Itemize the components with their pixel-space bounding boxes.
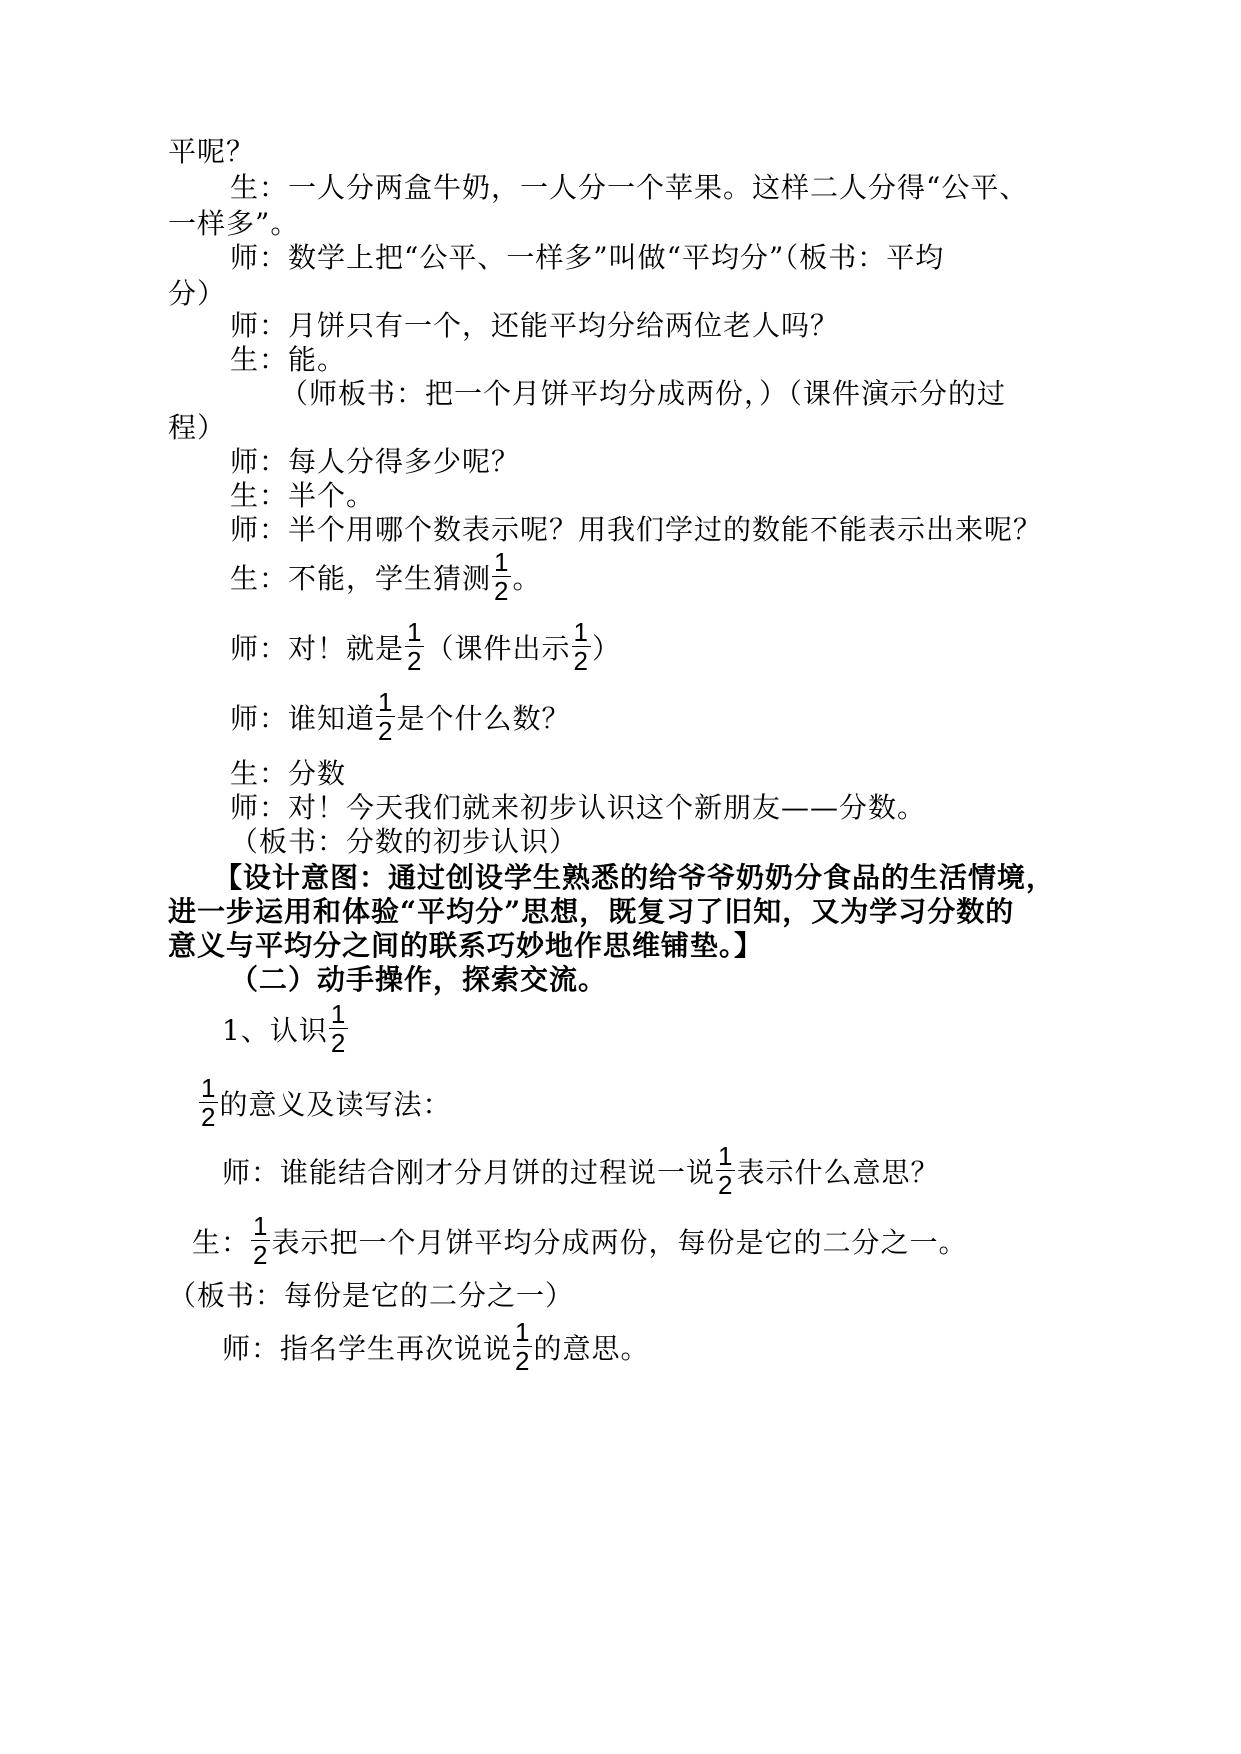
fraction-denominator: 2 [407,646,423,676]
text-line: 分） [168,277,227,310]
fraction-denominator: 2 [494,576,510,606]
fraction-line [222,1142,940,1202]
text-segment: 师：谁知道 [230,701,376,735]
fraction-denominator: 2 [201,1102,217,1132]
text-line: 程） [168,411,227,444]
fraction-one-half [199,1074,218,1131]
fraction-one-half [376,688,395,745]
text-line: （板书：每份是它的二分之一） [168,1279,575,1312]
design-intent-line: 意义与平均分之间的联系巧妙地作思维铺垫。】 [168,929,764,962]
fraction-numerator: 1 [718,1141,734,1171]
text-segment: 师：对！就是 [230,631,405,665]
text-line: 一样多”。 [168,207,300,240]
text-line: 生：能。 [230,343,347,376]
fraction-numerator: 1 [573,617,589,647]
fraction-line [198,1074,451,1134]
fraction-denominator: 2 [330,1028,347,1058]
text-line: （师板书：把一个月饼平均分成两份，）（课件演示分的过 [280,377,1007,410]
fraction-denominator: 2 [378,716,394,746]
text-segment: （课件出示 [425,631,571,665]
text-segment: 。 [512,561,542,595]
text-line: 平呢？ [168,135,256,168]
fraction-line [230,618,621,678]
fraction-one-half [405,618,424,675]
fraction-one-half [716,1142,735,1199]
design-intent-line: 进一步运用和体验“平均分”思想，既复习了旧知，又为学习分数的 [168,895,1015,928]
fraction-numerator: 1 [253,1211,269,1241]
text-line: 生：半个。 [230,479,376,512]
text-line: 师：半个用哪个数表示呢？用我们学过的数能不能表示出来呢？ [230,513,1043,546]
text-segment: 师：指名学生再次说说 [222,1331,513,1365]
text-segment: 的意义及读写法： [219,1087,452,1121]
section-heading: （二）动手操作，探索交流。 [230,963,608,996]
fraction-numerator: 1 [407,617,423,647]
fraction-line [222,1318,650,1378]
fraction-denominator: 2 [718,1170,734,1200]
fraction-denominator: 2 [573,646,589,676]
text-line: 师：对！今天我们就来初步认识这个新朋友——分数。 [230,791,927,824]
text-segment: 1、认识 [222,1013,328,1047]
text-segment: 是个什么数？ [396,701,571,735]
fraction-denominator: 2 [515,1346,531,1376]
fraction-numerator: 1 [494,547,510,577]
fraction-denominator: 2 [253,1240,269,1270]
text-segment: 表示什么意思？ [736,1155,940,1189]
fraction-one-half [572,618,591,675]
fraction-line [230,548,542,608]
text-line: 师：每人分得多少呢？ [230,445,521,478]
text-segment: 的意思。 [533,1331,650,1365]
text-segment: ） [591,631,621,665]
fraction-one-half [251,1212,270,1269]
fraction-one-half [329,1000,348,1057]
text-line: 师：数学上把“公平、一样多”叫做“平均分”（板书：平均 [230,241,945,274]
fraction-numerator: 1 [330,999,347,1029]
text-line: 师：月饼只有一个，还能平均分给两位老人吗？ [230,309,840,342]
fraction-numerator: 1 [378,687,394,717]
fraction-line [222,1000,349,1060]
fraction-line [230,688,571,748]
fraction-numerator: 1 [515,1317,531,1347]
fraction-one-half [492,548,511,605]
text-segment: 生： [192,1225,251,1259]
text-segment: 生：不能，学生猜测 [230,561,492,595]
text-segment: 表示把一个月饼平均分成两份，每份是它的二分之一。 [271,1225,968,1259]
fraction-line [192,1212,968,1272]
design-intent-line: 【设计意图：通过创设学生熟悉的给爷爷奶奶分食品的生活情境， [214,861,1056,894]
text-line: 生：分数 [230,757,347,790]
text-segment: 师：谁能结合刚才分月饼的过程说一说 [222,1155,716,1189]
text-line: 生：一人分两盒牛奶，一人分一个苹果。这样二人分得“公平、 [230,171,1029,204]
fraction-numerator: 1 [201,1073,217,1103]
text-line: （板书：分数的初步认识） [230,825,579,858]
fraction-one-half [513,1318,532,1375]
